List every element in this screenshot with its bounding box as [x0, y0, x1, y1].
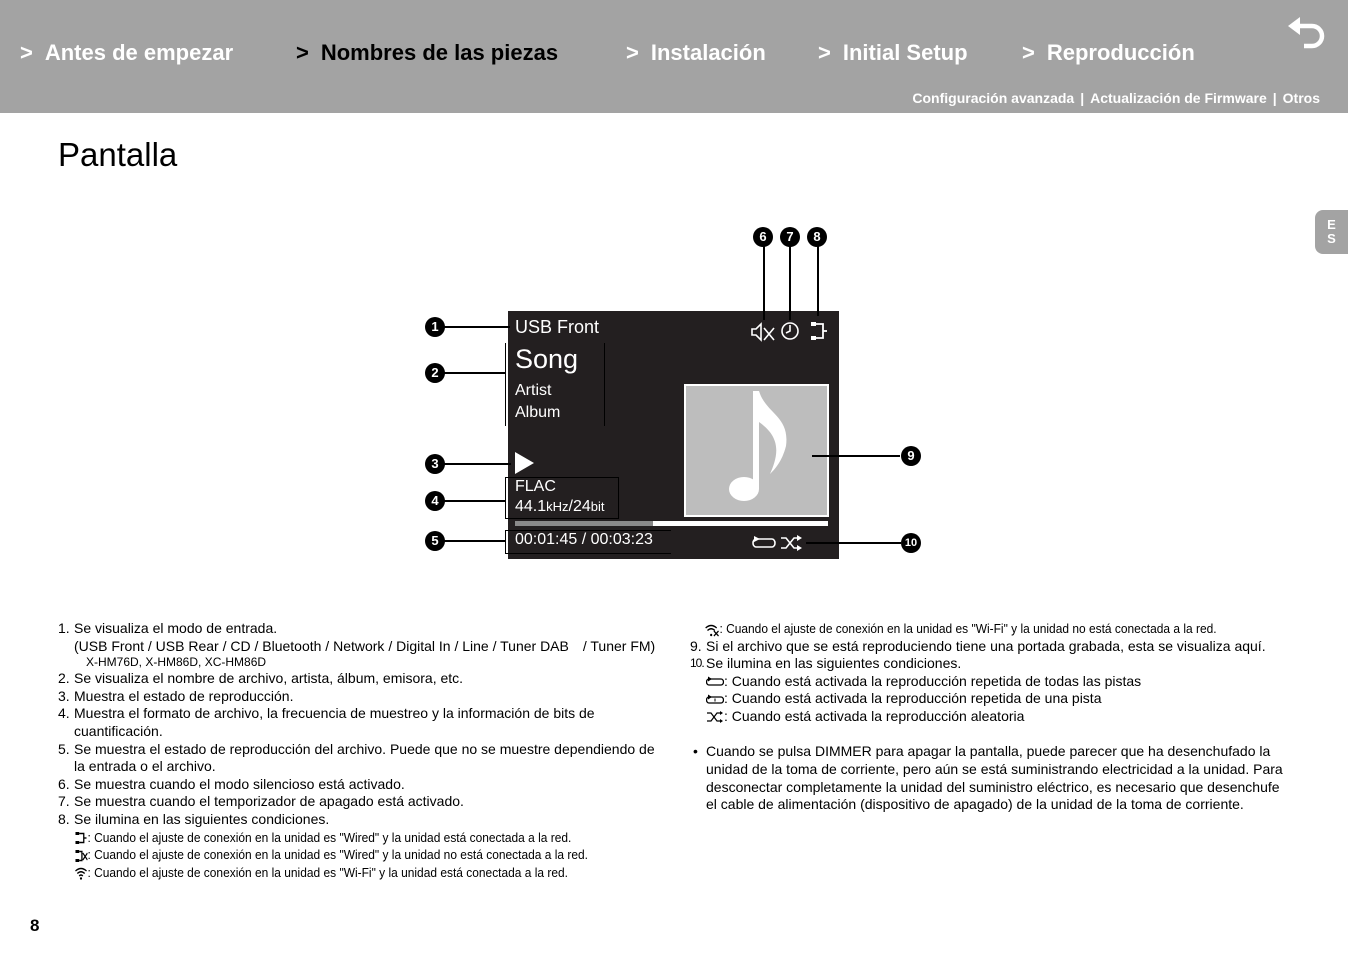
callout-line-9: [812, 455, 900, 457]
item-number: 9.: [690, 637, 702, 654]
elapsed-total-time: 00:01:45 / 00:03:23: [515, 531, 653, 548]
subnav-otros[interactable]: Otros: [1282, 90, 1320, 106]
lang-letter: E: [1327, 217, 1336, 232]
item-number: 3.: [58, 687, 70, 704]
nav-reproduccion[interactable]: [1022, 40, 1195, 66]
item-number: 5.: [58, 740, 70, 757]
list-item: [58, 670, 658, 688]
condition-text: : Cuando el ajuste de conexión en la unidad es "Wi-Fi" y la unidad está conectada a la red.: [87, 864, 568, 880]
rate-number: 44.1: [515, 498, 547, 515]
callout-number-10: 10: [901, 533, 921, 553]
callout-number-7: 7: [780, 227, 800, 247]
list-item-sub: [58, 638, 658, 656]
callout-number-3: 3: [425, 454, 445, 474]
wifi-disconnected-icon: [705, 623, 720, 637]
model-note: X-HM76D, X-HM86D, XC-HM86D: [86, 655, 267, 670]
condition-row: [58, 829, 610, 847]
bullet: •: [693, 743, 698, 760]
nav-chevron: >: [20, 40, 33, 65]
item-number: 8.: [58, 810, 70, 827]
callout-number-2: 2: [425, 363, 445, 383]
list-item: [690, 638, 1290, 656]
repeat-one-icon: [706, 694, 724, 706]
condition-row: [690, 708, 1290, 726]
item-number: 1.: [58, 620, 70, 636]
nav-chevron: >: [818, 40, 831, 65]
input-list-text-end: / Tuner FM): [582, 637, 656, 654]
sub-navigation: [912, 90, 1320, 106]
nav-chevron: >: [626, 40, 639, 65]
album-art-note-icon: [686, 386, 827, 515]
condition-text: : Cuando el ajuste de conexión en la unidad es "Wired" y la unidad no está conectada a la red.: [87, 847, 588, 863]
callout-line-8: [817, 246, 819, 316]
item-text: Si el archivo que se está reproduciendo tiene una portada grabada, esta se visualiza aquí.: [706, 637, 1266, 654]
language-tab[interactable]: [1315, 210, 1348, 254]
condition-row: [690, 620, 1242, 638]
nav-label: Initial Setup: [842, 40, 968, 65]
list-item: [58, 688, 658, 706]
bits-unit: bit: [590, 499, 605, 514]
wired-connected-icon: [75, 831, 88, 845]
list-item: [58, 705, 658, 740]
item-number: 7.: [58, 793, 70, 810]
subnav-separator: |: [1272, 90, 1277, 106]
callout-number-5: 5: [425, 531, 445, 551]
callout-line-1: [443, 326, 510, 328]
condition-text: : Cuando el ajuste de conexión en la unidad es "Wi-Fi" y la unidad no está conectada a la red.: [719, 621, 1217, 636]
callout-number-8: 8: [807, 227, 827, 247]
condition-text: : Cuando el ajuste de conexión en la unidad es "Wired" y la unidad está conectada a la red.: [87, 829, 572, 845]
dimmer-note: [690, 743, 1290, 813]
note-text: Cuando se pulsa DIMMER para apagar la pantalla, puede parecer que ha desenchufado la unidad de la toma de corriente, pero aún se está suministrando electricidad a la unidad. Para desconectar completamente la unidad del suministro eléctrico, es necesario que desenchufe el cable de alimentación (dispositivo de apagado) de la unidad de la toma de corriente.: [706, 743, 1283, 813]
shuffle-icon: [706, 711, 724, 723]
rate-unit: kHz: [546, 499, 569, 514]
subnav-configuracion-avanzada[interactable]: Configuración avanzada: [912, 90, 1075, 106]
wifi-connected-icon: [75, 866, 88, 880]
callout-line-5: [443, 540, 506, 542]
top-navigation-bar: [0, 0, 1348, 113]
file-format: FLAC: [515, 478, 556, 495]
album-art: [684, 384, 829, 517]
page-number: 8: [30, 916, 40, 935]
album-name: Album: [515, 404, 561, 421]
item-text: Se visualiza el nombre de archivo, artista, álbum, emisora, etc.: [74, 670, 464, 687]
item-text: Se muestra cuando el temporizador de apagado está activado.: [74, 793, 464, 810]
condition-text: : Cuando está activada la reproducción repetida de todas las pistas: [724, 672, 1142, 689]
mute-icon: [750, 322, 776, 342]
bits-separator: /: [568, 498, 573, 515]
progress-track: [515, 521, 828, 526]
item-number: 4.: [58, 705, 70, 722]
song-title: Song: [515, 344, 579, 374]
callout-line-3: [443, 463, 511, 465]
callout-line-4: [443, 500, 506, 502]
condition-row: [58, 846, 610, 864]
item-text: Muestra el estado de reproducción.: [74, 687, 294, 704]
progress-fill: [515, 521, 653, 526]
subnav-separator: |: [1080, 90, 1085, 106]
list-item: [58, 793, 658, 811]
nav-label: Instalación: [650, 40, 766, 65]
return-arrow-icon[interactable]: [1286, 14, 1330, 52]
list-item: [58, 620, 658, 638]
wired-network-icon: [808, 320, 828, 342]
callout-frame-4: [505, 477, 619, 519]
nav-nombres-de-las-piezas[interactable]: [296, 40, 558, 66]
bits-number: 24: [572, 498, 591, 515]
input-list-text: (USB Front / USB Rear / CD / Bluetooth / Network / Digital In / Line / Tuner DAB: [74, 637, 569, 654]
nav-antes-de-empezar[interactable]: [20, 40, 233, 66]
repeat-icon: [752, 535, 776, 551]
callout-number-1: 1: [425, 317, 445, 337]
callout-line-7: [789, 246, 791, 320]
lang-letter: S: [1327, 231, 1336, 246]
list-item: [690, 655, 1290, 673]
condition-text: : Cuando está activada la reproducción repetida de una pista: [724, 690, 1102, 707]
callout-number-4: 4: [425, 491, 445, 511]
item-number: 2.: [58, 670, 70, 687]
callout-frame-5: [505, 530, 671, 554]
callout-number-9: 9: [901, 446, 921, 466]
item-text: Muestra el formato de archivo, la frecuencia de muestreo y la información de bits de cuantificación.: [74, 705, 595, 739]
callout-line-6: [763, 246, 765, 320]
right-description-list: [690, 620, 1290, 814]
item-text: Se ilumina en las siguientes condiciones.: [706, 655, 962, 672]
sleep-timer-icon: [780, 321, 800, 341]
item-text: Se muestra cuando el modo silencioso está activado.: [74, 775, 405, 792]
item-text: Se visualiza el modo de entrada.: [74, 620, 278, 636]
callout-line-10: [806, 542, 901, 544]
nav-label: Reproducción: [1046, 40, 1195, 65]
condition-row: [690, 690, 1290, 708]
item-number: 10.: [690, 656, 704, 671]
item-text: Se muestra el estado de reproducción del archivo. Puede que no se muestre dependiendo de la entrada o el archivo.: [74, 740, 655, 775]
list-item: [58, 811, 658, 829]
condition-text: : Cuando está activada la reproducción aleatoria: [724, 707, 1025, 724]
input-source: USB Front: [515, 317, 600, 337]
callout-number-6: 6: [753, 227, 773, 247]
wired-disconnected-icon: [75, 849, 88, 863]
callout-line-2: [443, 372, 506, 374]
left-description-list: [58, 620, 658, 881]
condition-row: [690, 673, 1290, 691]
shuffle-icon: [780, 535, 802, 551]
list-item: [58, 741, 658, 776]
repeat-all-icon: [706, 676, 724, 688]
list-item: [58, 776, 658, 794]
condition-row: [58, 864, 610, 882]
nav-chevron: >: [1022, 40, 1035, 65]
artist-name: Artist: [515, 382, 552, 399]
item-text: Se ilumina en las siguientes condiciones.: [74, 810, 330, 827]
nav-chevron: >: [296, 40, 309, 65]
nav-initial-setup[interactable]: [818, 40, 968, 66]
nav-label: Antes de empezar: [44, 40, 234, 65]
subnav-actualizacion-firmware[interactable]: Actualización de Firmware: [1090, 90, 1267, 106]
item-number: 6.: [58, 775, 70, 792]
page-title: Pantalla: [58, 136, 178, 173]
play-icon: [515, 452, 535, 474]
nav-label: Nombres de las piezas: [320, 40, 559, 65]
callout-frame-2: [505, 343, 605, 426]
nav-instalacion[interactable]: [626, 40, 766, 66]
